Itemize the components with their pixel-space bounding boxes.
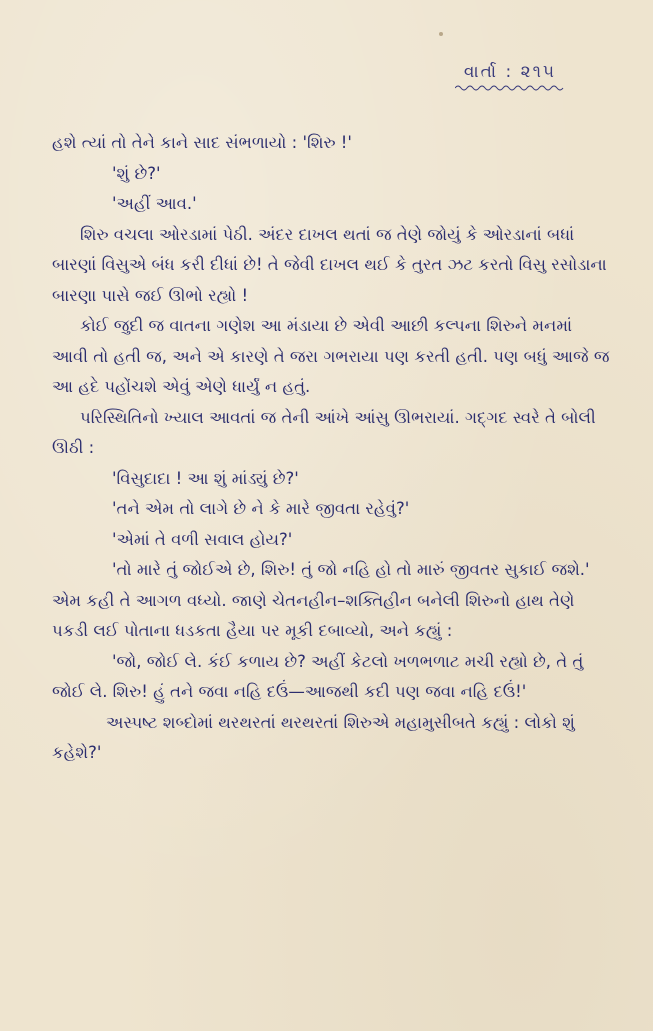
paragraph: હશે ત્યાં તો તેને કાને સાદ સંભળાયો : 'શિરુ !' [52,133,352,152]
paragraph: 'એમાં તે વળી સવાલ હોય?' [112,529,293,549]
body-text [52,128,612,769]
wavy-rule [455,84,565,92]
paragraph: 'વિસુદાદા ! આ શું માંડ્યું છે?' [112,468,299,488]
paragraph: 'જો, જોઈ લે. કંઈ કળાય છે? અહીં કેટલો ખળભળાટ મચી રહ્યો છે, તે તું જોઈ લે. શિરુ! હું તને જવા નહિ દઉં—આજથી કદી પણ જવા નહિ દઉં!' [52,651,584,701]
paragraph: કોઈ જુદી જ વાતના ગણેશ આ મંડાયા છે એવી આછી કલ્પના શિરુને મનમાં આવી તો હતી જ, અને એ કારણે તે જરા ગભરાયા પણ કરતી હતી. પણ બધું આજે જ આ હદે પહોંચશે એવું એણે ધાર્યું ન હતું. [52,316,610,396]
paragraph: શિરુ વચલા ઓરડામાં પેઠી. અંદર દાખલ થતાં જ તેણે જોયું કે ઓરડાનાં બધાં બારણાં વિસુએ બંધ કરી દીધાં છે! તે જેવી દાખલ થઈ કે તુરત ઝટ કરતો વિસુ રસોડાના બારણા પાસે જઈ ઊભો રહ્યો ! [52,224,607,305]
paragraph: પરિસ્થિતિનો ખ્યાલ આવતાં જ તેની આંખે આંસુ ઊભરાયાં. ગદ્ગદ સ્વરે તે બોલી ઊઠી : [52,407,596,457]
paragraph: 'શું છે?' [112,163,161,183]
paragraph: 'અહીં આવ.' [112,194,197,213]
running-title: વાર્તા : ૨૧૫ [463,62,557,82]
running-header [445,62,575,92]
paragraph: 'તને એમ તો લાગે છે ને કે મારે જીવતા રહેવું?' [112,499,410,518]
paragraph: 'તો મારે તું જોઈએ છે, શિરુ! તું જો નહિ હો તો મારું જીવતર સુકાઈ જશે.' એમ કહી તે આગળ વધ્યો. જાણે ચેતનહીન–શક્તિહીન બનેલી શિરુનો હાથ તેણે પકડી લઈ પોતાના ધડકતા હૈયા પર મૂકી દબાવ્યો, અને કહ્યું : [52,560,590,640]
ink-speck [439,32,443,36]
paragraph: અસ્પષ્ટ શબ્દોમાં થરથરતાં થરથરતાં શિરુએ મહામુસીબતે કહ્યું : લોકો શું કહેશે?' [52,712,575,762]
